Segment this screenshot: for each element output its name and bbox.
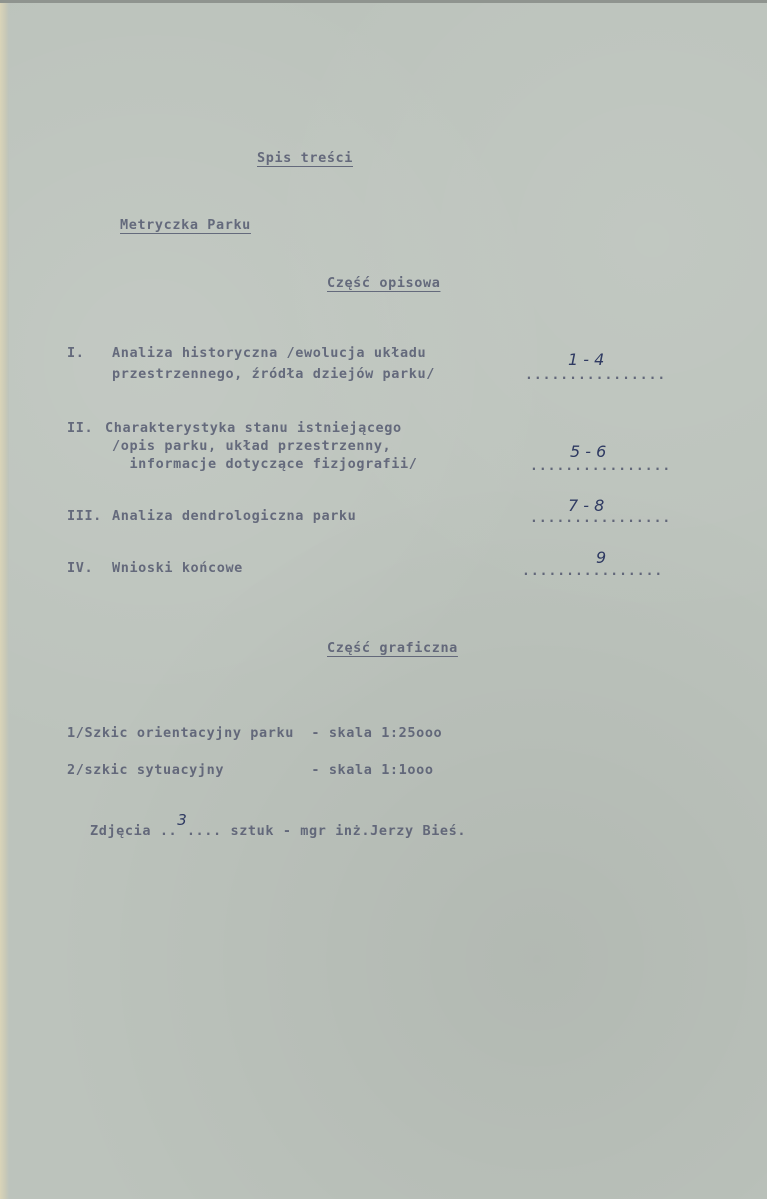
graphic-item-1: 1/Szkic orientacyjny parku - skala 1:25ooo bbox=[67, 725, 443, 741]
item-2-line-1: Charakterystyka stanu istniejącego bbox=[105, 420, 402, 436]
item-2-line-2: /opis parku, układ przestrzenny, bbox=[112, 438, 392, 454]
park-record-heading: Metryczka Parku bbox=[120, 217, 251, 233]
photos-count: 3 bbox=[177, 811, 187, 829]
item-2-number: II. bbox=[67, 420, 94, 436]
item-1-number: I. bbox=[67, 345, 85, 361]
graphic-item-2: 2/szkic sytuacyjny - skala 1:1ooo bbox=[67, 762, 434, 778]
page-title: Spis treści bbox=[257, 150, 354, 166]
photos-line bbox=[90, 811, 467, 839]
page-left-edge bbox=[0, 0, 9, 1199]
item-3-leader: ................ bbox=[530, 511, 672, 526]
item-1-pages: 1 - 4 bbox=[568, 350, 605, 369]
item-1-leader: ................ bbox=[525, 368, 667, 383]
item-2-pages: 5 - 6 bbox=[570, 442, 607, 461]
item-3-pages: 7 - 8 bbox=[568, 496, 605, 515]
item-3-number: III. bbox=[67, 508, 102, 524]
item-1-line-2: przestrzennego, źródła dziejów parku/ bbox=[112, 366, 435, 382]
item-3-line-1: Analiza dendrologiczna parku bbox=[112, 508, 357, 524]
item-4-pages: 9 bbox=[596, 548, 607, 567]
item-4-number: IV. bbox=[67, 560, 94, 576]
item-2-line-3: informacje dotyczące fizjografii/ bbox=[112, 456, 418, 472]
item-2-leader: ................ bbox=[530, 459, 672, 474]
item-4-leader: ................ bbox=[522, 564, 664, 579]
photos-prefix: Zdjęcia .. bbox=[90, 823, 178, 839]
descriptive-section-heading: Część opisowa bbox=[327, 275, 441, 291]
item-4-line-1: Wnioski końcowe bbox=[112, 560, 243, 576]
page-top-edge bbox=[0, 0, 767, 3]
graphic-section-heading: Część graficzna bbox=[327, 640, 458, 656]
photos-suffix: .... sztuk - mgr inż.Jerzy Bieś. bbox=[186, 823, 467, 839]
item-1-line-1: Analiza historyczna /ewolucja układu bbox=[112, 345, 427, 361]
